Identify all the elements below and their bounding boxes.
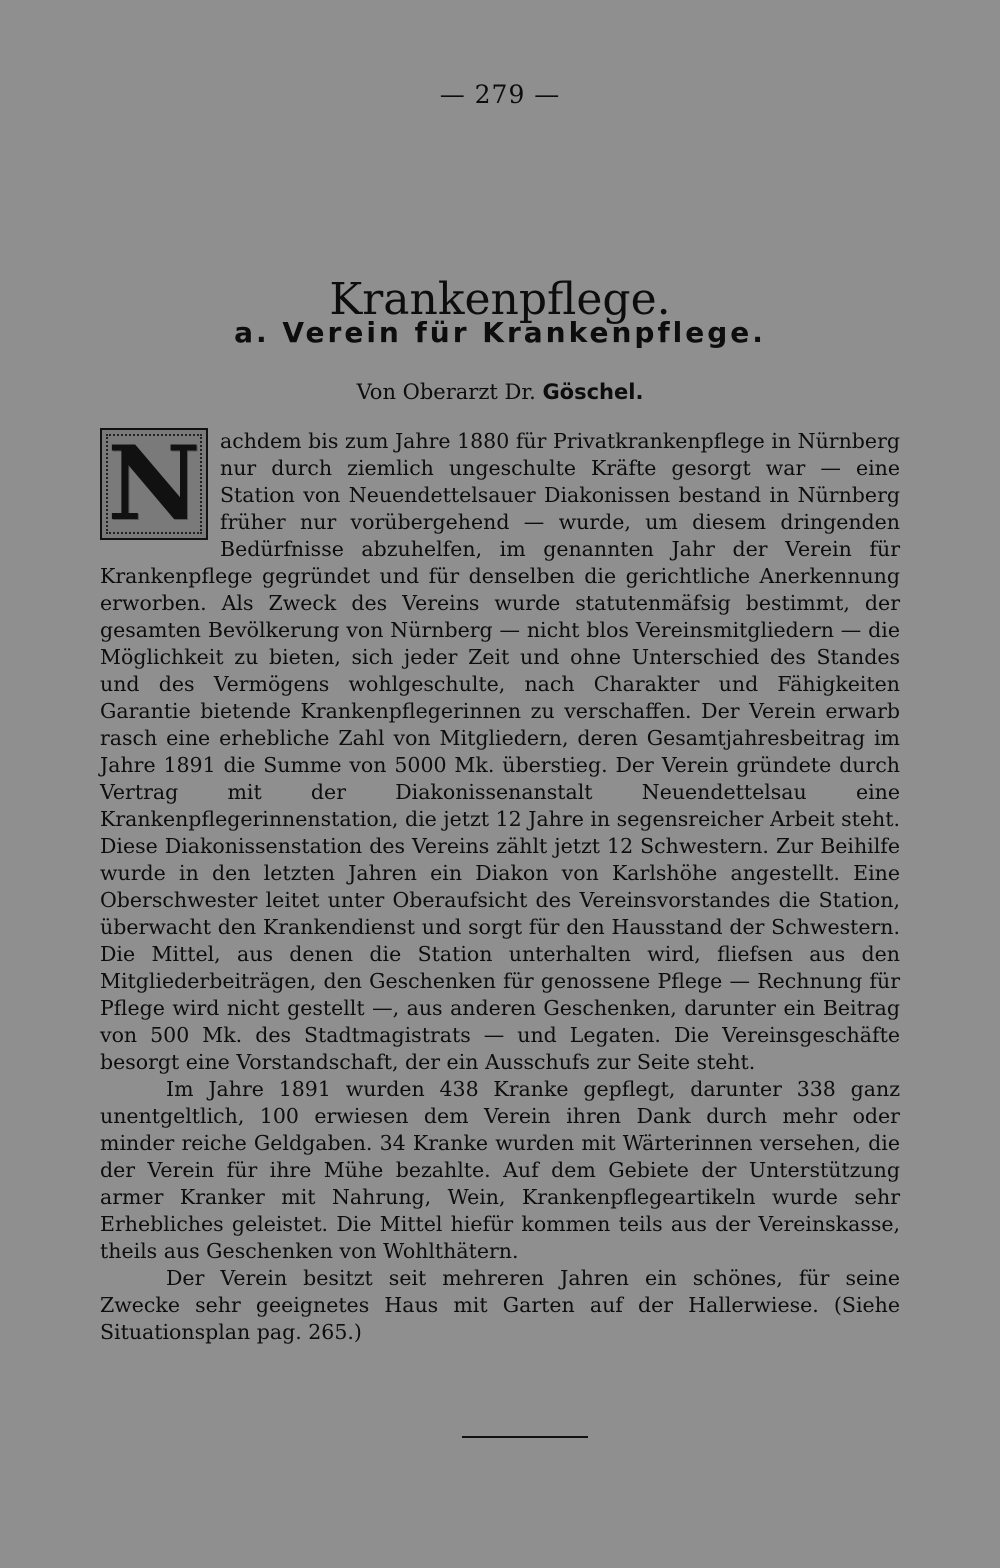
paragraph-1 (100, 423, 900, 1076)
chapter-title: Krankenpflege. (329, 274, 671, 326)
page-number: — 279 — (439, 80, 561, 109)
author-prefix: Von Oberarzt Dr. (356, 380, 536, 404)
paragraph-3: Der Verein besitzt seit mehreren Jahren ein schönes, für seine Zwecke sehr geeignetes Haus mit Garten auf der Hallerwiese. (Siehe Situationsplan pag. 265.) (100, 1266, 900, 1344)
section-subtitle: a. Verein für Krankenpflege. (234, 316, 766, 349)
paragraph-2: Im Jahre 1891 wurden 438 Kranke gepflegt, darunter 338 ganz unentgeltlich, 100 erwiesen dem Verein ihren Dank durch mehr oder minder reiche Geldgaben. 34 Kranke wurden mit Wärterinnen versehen, die der Verein für ihre Mühe bezahlte. Auf dem Gebiete der Unterstützung armer Kranker mit Nahrung, Wein, Krankenpflegeartikeln wurde sehr Erhebliches geleistet. Die Mittel hiefür kommen teils aus der Vereinskasse, theils aus Geschenken von Wohlthätern. (100, 1077, 900, 1263)
paragraph-1-text: achdem bis zum Jahre 1880 für Privatkrankenpflege in Nürnberg nur durch ziemlich ungeschulte Kräfte gesorgt war — eine Station von Neuendettelsauer Diakonissen bestand in Nürnberg früher nur vorübergehend — wurde, um diesem dringenden Bedürfnisse abzuhelfen, im genannten Jahr der Verein für Krankenpflege gegründet und für denselben die gerichtliche Anerkennung erworben. Als Zweck des Vereins wurde statutenmäfsig bestimmt, der gesamten Bevölkerung von Nürnberg — nicht blos Vereinsmitgliedern — die Möglichkeit zu bieten, sich jeder Zeit und ohne Unterschied des Standes und des Vermögens wohlgeschulte, nach Charakter und Fähigkeiten Garantie bietende Krankenpflegerinnen zu verschaffen. Der Verein erwarb rasch eine erhebliche Zahl von Mitgliedern, deren Gesamtjahresbeitrag im Jahre 1891 die Summe von 5000 Mk. überstieg. Der Verein gründete durch Vertrag mit der Diakonissenanstalt Neuendettelsau eine Krankenpflegerinnenstation, die jetzt 12 Jahre in segensreicher Arbeit steht. Diese Diakonissenstation des Vereins zählt jetzt 12 Schwestern. Zur Beihilfe wurde in den letzten Jahren ein Diakon von Karlshöhe angestellt. Eine Oberschwester leitet unter Oberaufsicht des Vereinsvorstandes die Station, überwacht den Krankendienst und sorgt für den Hausstand der Schwestern. Die Mittel, aus denen die Station unterhalten wird, fliefsen aus den Mitgliederbeiträgen, den Geschenken für genossene Pflege — Rechnung für Pflege wird nicht gestellt —, aus anderen Geschenken, darunter ein Beitrag von 500 Mk. des Stadtmagistrats — und Legaten. Die Vereinsgeschäfte besorgt eine Vorstandschaft, der ein Ausschufs zur Seite steht. (100, 429, 900, 1074)
closing-rule (462, 1436, 588, 1438)
ornamental-initial (100, 423, 208, 544)
dropcap-letter: N (107, 423, 201, 544)
author-line (0, 380, 1000, 404)
article-body (100, 423, 900, 1346)
author-name: Göschel. (542, 380, 644, 404)
